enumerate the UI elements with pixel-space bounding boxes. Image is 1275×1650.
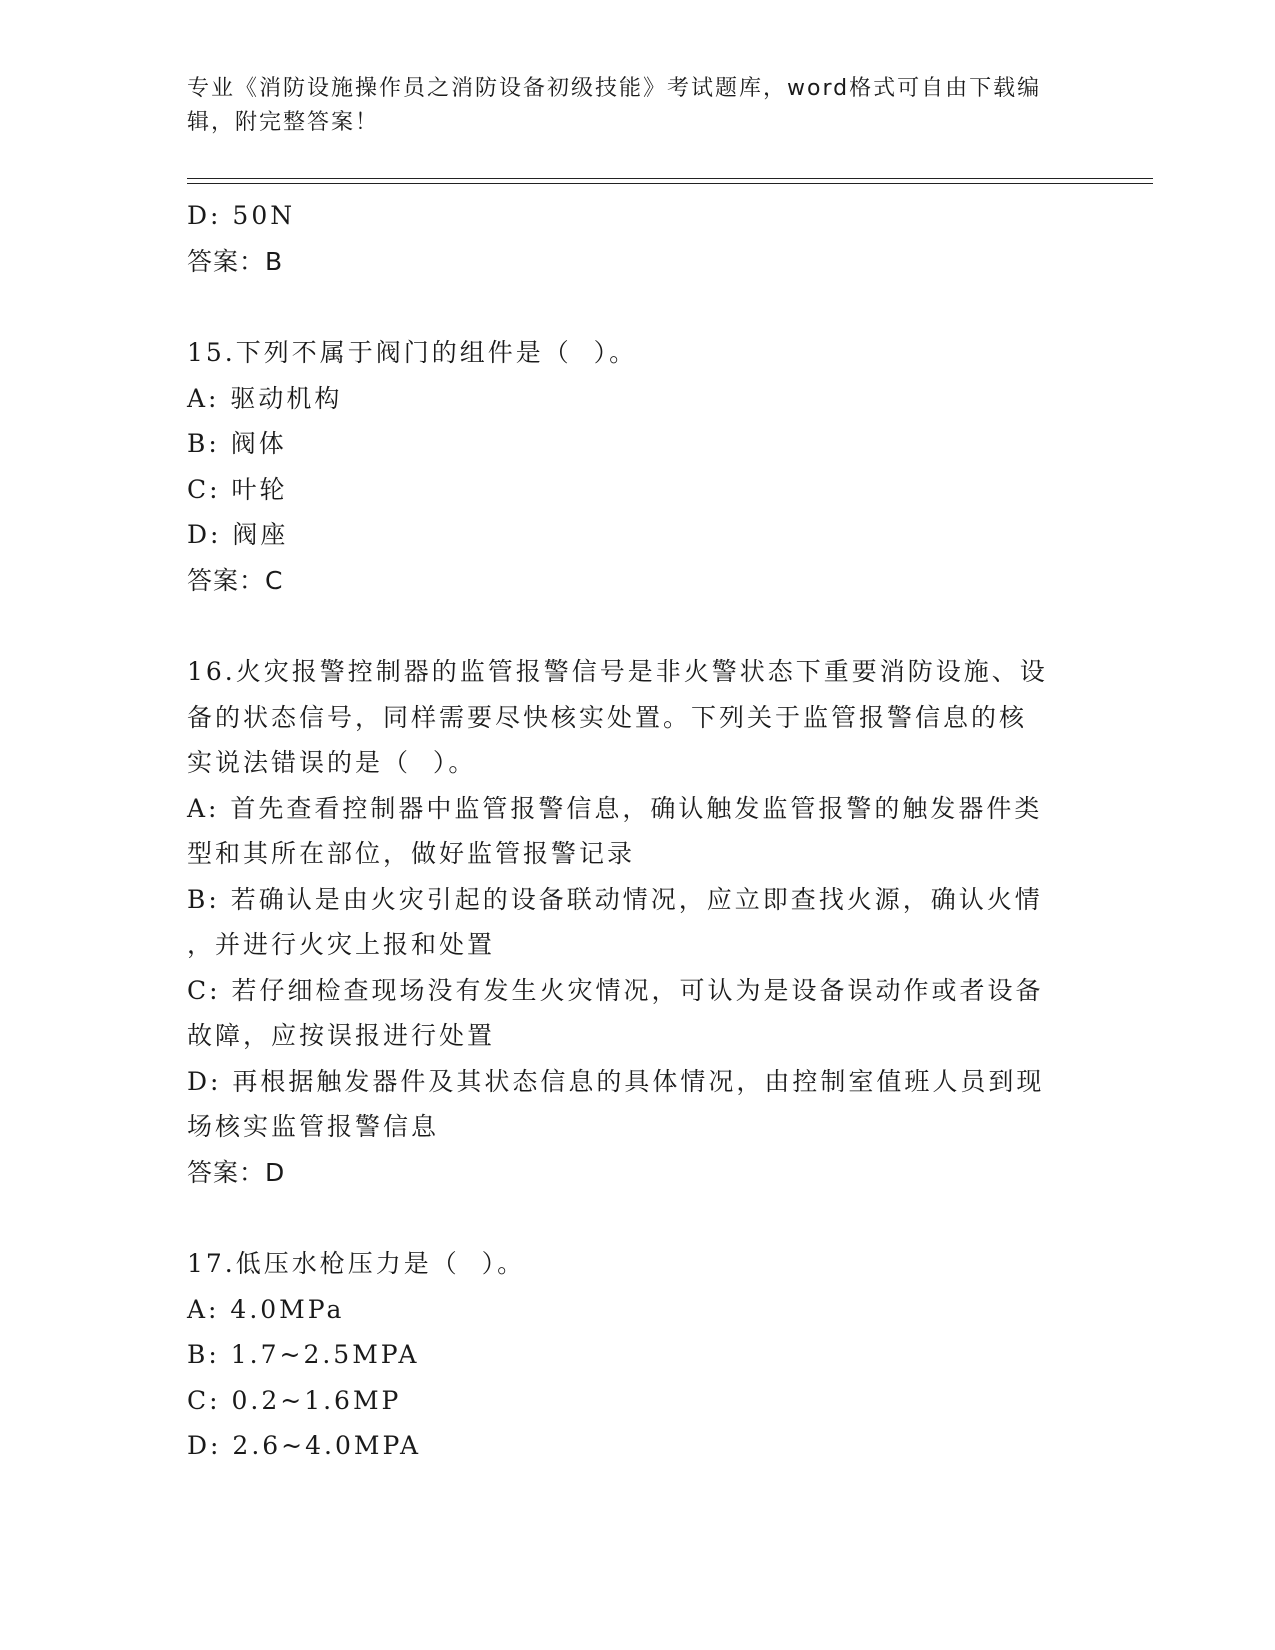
question-stem: 17.低压水枪压力是（ ）。: [187, 1249, 526, 1278]
question-16: [187, 649, 1087, 1195]
header-line-2: 辑，附完整答案！: [187, 110, 380, 135]
option-b: B: 若确认是由火灾引起的设备联动情况，应立即查找火源，确认火情: [187, 884, 1043, 914]
option-d: D: 2.6~4.0MPA: [187, 1431, 422, 1460]
spacer: [187, 603, 1087, 649]
option-c: C: 叶轮: [187, 474, 288, 504]
option-c-cont: 故障，应按误报进行处置: [187, 1021, 496, 1050]
option-b: B: 1.7~2.5MPA: [187, 1340, 420, 1369]
question-stem-line: 16.火灾报警控制器的监管报警信号是非火警状态下重要消防设施、设: [187, 657, 1048, 686]
option-d: D: 阀座: [187, 520, 289, 549]
option-d: D: 再根据触发器件及其状态信息的具体情况，由控制室值班人员到现: [187, 1066, 1045, 1096]
answer: 答案：C: [187, 565, 284, 595]
question-stem-line: 备的状态信号，同样需要尽快核实处置。下列关于监管报警信息的核: [187, 702, 1028, 732]
option-b: B: 阀体: [187, 429, 287, 458]
option-b-cont: ，并进行火灾上报和处置: [187, 930, 496, 959]
spacer: [187, 284, 1087, 330]
question-stem-line: 实说法错误的是（ ）。: [187, 748, 477, 777]
option-a: A: 4.0MPa: [187, 1294, 345, 1324]
header-line-1: 专业《消防设施操作员之消防设备初级技能》考试题库，word格式可自由下载编: [187, 76, 1042, 101]
option-c: C: 0.2~1.6MP: [187, 1385, 402, 1415]
option-d-cont: 场核实监管报警信息: [187, 1112, 440, 1141]
document-header: [187, 72, 1067, 140]
prev-answer: 答案：B: [187, 246, 284, 276]
option-a: A: 驱动机构: [187, 383, 343, 413]
question-17: [187, 1241, 1087, 1469]
header-rule-bottom: [187, 183, 1153, 184]
question-15: [187, 330, 1087, 603]
spacer: [187, 1195, 1087, 1241]
answer: 答案：D: [187, 1157, 286, 1187]
prev-option-d: D: 50N: [187, 201, 296, 230]
option-c: C: 若仔细检查现场没有发生火灾情况，可认为是设备误动作或者设备: [187, 975, 1044, 1005]
header-rule-top: [187, 178, 1153, 179]
option-a: A: 首先查看控制器中监管报警信息，确认触发监管报警的触发器件类: [187, 793, 1043, 823]
question-stem: 15.下列不属于阀门的组件是（ ）。: [187, 338, 638, 367]
question-content: [187, 193, 1087, 1469]
option-a-cont: 型和其所在部位，做好监管报警记录: [187, 839, 636, 868]
